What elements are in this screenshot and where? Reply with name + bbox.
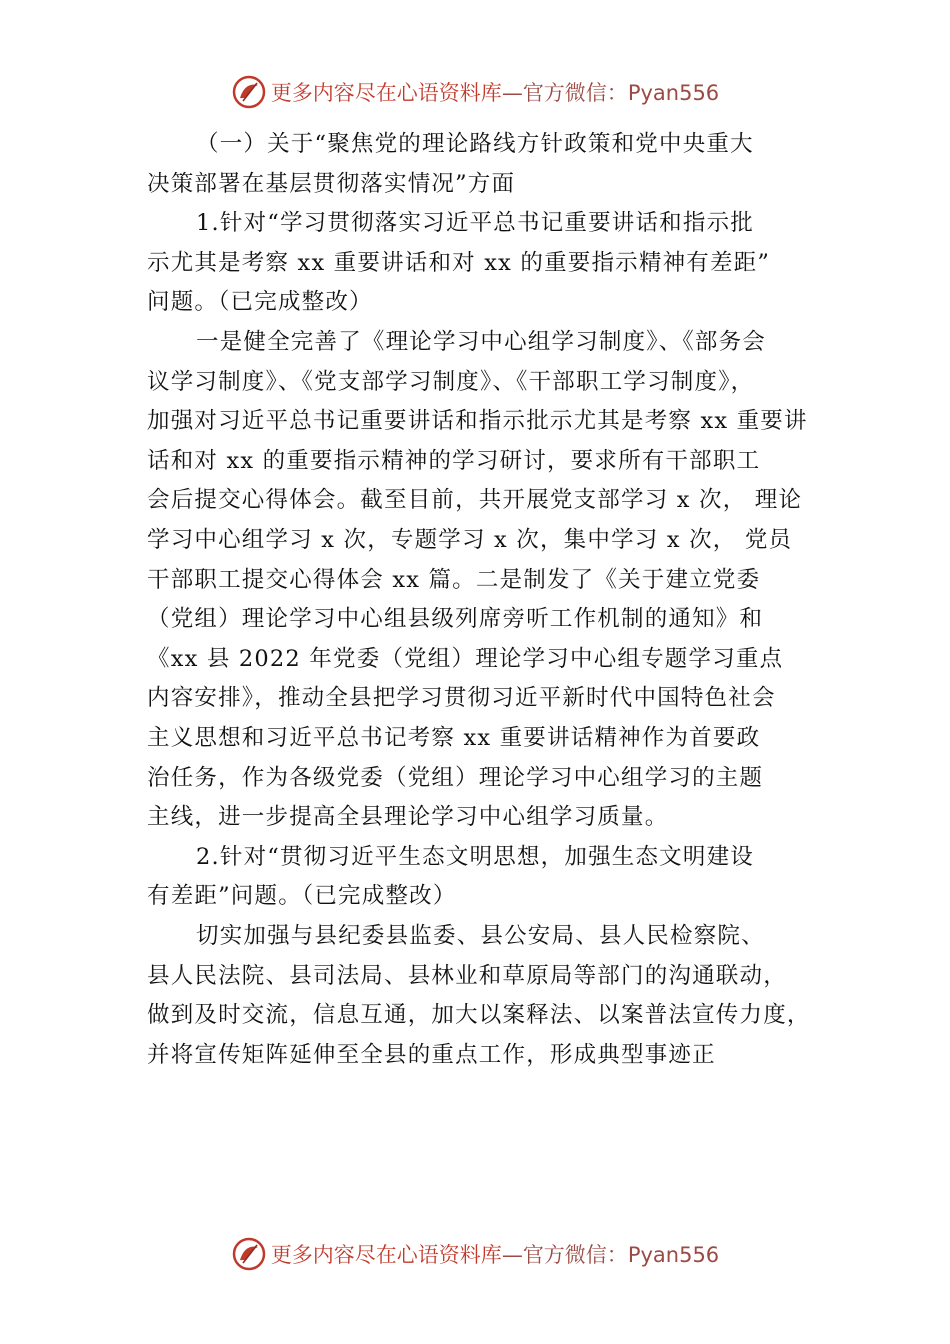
watermark-text: [271, 1239, 719, 1269]
paragraph-line: （党组）理论学习中心组县级列席旁听工作机制的通知》和: [147, 606, 764, 632]
paragraph-line: 做到及时交流，信息互通，加大以案释法、以案普法宣传力度，: [147, 1002, 811, 1028]
paragraph-line: 主义思想和习近平总书记考察 xx 重要讲话精神作为首要政: [147, 725, 761, 751]
watermark-main: 更多内容尽在心语资料库: [270, 1243, 502, 1267]
paragraph-line: 切实加强与县纪委县监委、县公安局、县人民检察院、: [196, 923, 765, 949]
paragraph-line: 加强对习近平总书记重要讲话和指示批示尤其是考察 xx 重要讲: [147, 408, 808, 434]
paragraph-line: 一是健全完善了《理论学习中心组学习制度》、《部务会: [196, 329, 767, 355]
heading-section-1-cont: 决策部署在基层贯彻落实情况”方面: [147, 171, 516, 197]
paragraph-line: 主线，进一步提高全县理论学习中心组学习质量。: [147, 804, 669, 830]
paragraph-line: 会后提交心得体会。截至目前，共开展党支部学习 x 次， 理论: [147, 487, 803, 513]
watermark-sub: —官方微信：: [501, 81, 628, 105]
watermark-id: Pyan556: [627, 81, 720, 105]
heading-section-1: （一）关于“聚焦党的理论路线方针政策和党中央重大: [196, 131, 754, 157]
paragraph-line: 议学习制度》、《党支部学习制度》、《干部职工学习制度》，: [147, 369, 755, 395]
paragraph-line: 治任务，作为各级党委（党组）理论学习中心组学习的主题: [147, 765, 764, 791]
item-1-status: 问题。（已完成整改）: [147, 289, 373, 315]
logo-icon: [231, 1236, 267, 1272]
item-1-title: 1.针对“学习贯彻落实习近平总书记重要讲话和指示批: [196, 210, 754, 236]
paragraph-line: 《xx 县 2022 年党委（党组）理论学习中心组专题学习重点: [147, 646, 784, 672]
watermark-main: 更多内容尽在心语资料库: [270, 81, 502, 105]
paragraph-line: 话和对 xx 的重要指示精神的学习研讨，要求所有干部职工: [147, 448, 761, 474]
paragraph-line: 学习中心组学习 x 次，专题学习 x 次，集中学习 x 次， 党员: [147, 527, 793, 553]
paragraph-line: 县人民法院、县司法局、县林业和草原局等部门的沟通联动，: [147, 963, 787, 989]
paragraph-line: 内容安排》，推动全县把学习贯彻习近平新时代中国特色社会: [147, 685, 776, 711]
footer-watermark: [0, 1232, 950, 1276]
watermark-sub: —官方微信：: [501, 1243, 628, 1267]
paragraph-line: 并将宣传矩阵延伸至全县的重点工作，形成典型事迹正: [147, 1042, 716, 1068]
item-1-title-cont: 示尤其是考察 xx 重要讲话和对 xx 的重要指示精神有差距”: [147, 250, 771, 276]
item-2-title: 2.针对“贯彻习近平生态文明思想，加强生态文明建设: [196, 844, 754, 870]
paragraph-line: 干部职工提交心得体会 xx 篇。二是制发了《关于建立党委: [147, 567, 761, 593]
watermark-id: Pyan556: [627, 1243, 720, 1267]
item-2-status: 有差距”问题。（已完成整改）: [147, 883, 457, 909]
